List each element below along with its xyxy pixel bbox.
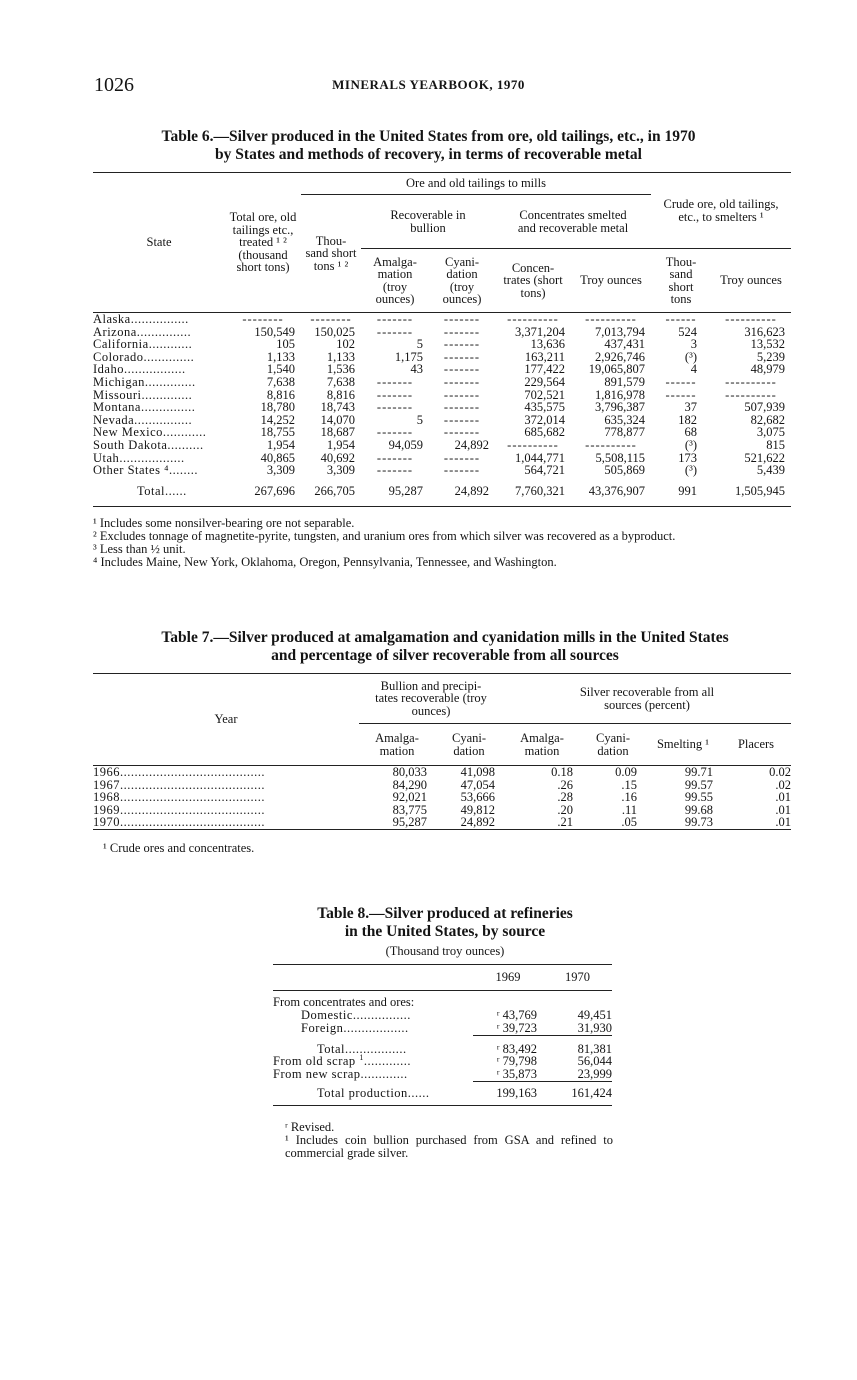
- table8-label-total: Total.................: [317, 1041, 407, 1056]
- table6-header-bullion-group: Recoverable in bullion: [361, 195, 495, 249]
- dot-leader: ..........: [167, 437, 204, 452]
- table6-cell: 1,133: [326, 349, 355, 364]
- dot-leader: ............: [148, 337, 193, 352]
- table6-cell: 150,025: [314, 324, 355, 339]
- table7-cell: 95,287: [392, 815, 427, 830]
- table6-cell: 991: [678, 484, 697, 499]
- table6-cell: 48,979: [750, 362, 785, 377]
- table6-cell: (³): [684, 349, 697, 364]
- table8-subtitle: (Thousand troy ounces): [385, 944, 505, 958]
- table6-cell: 24,892: [454, 437, 489, 452]
- table6-cell: -------: [443, 337, 481, 352]
- table6-header-cyanidation: Cyani- dation (troy ounces): [442, 254, 482, 306]
- table6-cell: 8,816: [266, 387, 295, 402]
- table8-label-total-production: Total production......: [317, 1086, 430, 1100]
- table6-cell: 7,013,794: [595, 324, 645, 339]
- dot-leader: ................: [130, 312, 189, 326]
- table7-cell: 0.09: [615, 765, 637, 779]
- table6-total-label: [93, 477, 225, 507]
- table7-cell: .16: [621, 790, 637, 805]
- table8-footnote-1: ¹ Includes coin bullion purchased from GSA and refined to commercial grade silver.: [285, 1133, 613, 1160]
- table8-header-1970: 1970: [565, 970, 590, 985]
- table8-old-scrap-1970: 56,044: [577, 1054, 612, 1068]
- table6-cell: 435,575: [524, 400, 565, 415]
- table8-footnotes: [273, 1121, 613, 1160]
- table7-cell: 47,054: [460, 777, 495, 792]
- table6-header-concentrates-group: Concentrates smelted and recoverable metal: [495, 195, 651, 249]
- table-row: [273, 1055, 612, 1068]
- table6-header-crude-troy-ounces: Troy ounces: [720, 273, 782, 288]
- dot-leader: ................: [134, 412, 193, 427]
- table7-cell: 92,021: [392, 790, 427, 805]
- table6-cell: (³): [684, 463, 697, 478]
- table-row: [93, 376, 791, 389]
- table6-cell: 105: [276, 337, 295, 352]
- row-label-text: Idaho: [93, 362, 124, 377]
- table7-header-year: Year: [214, 712, 238, 727]
- running-head: MINERALS YEARBOOK, 1970: [332, 77, 525, 92]
- table6-cell: ----------: [507, 312, 559, 326]
- table6-cell: 18,780: [260, 400, 295, 415]
- table6-cell: 267,696: [254, 484, 295, 499]
- table6-footnotes: [93, 517, 793, 569]
- table8-title: [255, 905, 635, 941]
- table6-cell: ----------: [725, 312, 777, 326]
- table-row: [93, 439, 791, 452]
- table6-cell: 43: [410, 362, 423, 377]
- table8-footnote-revised: ʳ Revised.: [285, 1120, 335, 1134]
- table6-cell: -------: [376, 450, 414, 465]
- table8-foreign-1970: 31,930: [543, 1021, 612, 1035]
- table6-cell: 7,638: [326, 374, 355, 389]
- table6-cell: 95,287: [388, 484, 423, 499]
- table7-title: [60, 629, 830, 665]
- table6-header-total: Total ore, old tailings etc., treated ¹ ² (thousand short tons): [229, 210, 297, 275]
- table6-cell: 94,059: [388, 437, 423, 452]
- row-label-text: Utah: [93, 450, 120, 465]
- table6-cell: 82,682: [750, 412, 785, 427]
- table7-cell: .20: [557, 802, 573, 817]
- table6-header-state: State: [146, 235, 172, 250]
- row-label-text: Montana: [93, 400, 141, 415]
- table8: [273, 964, 612, 1106]
- table-row: [93, 464, 791, 477]
- table7-cell: 0.02: [769, 765, 791, 779]
- table6-body: [93, 313, 791, 507]
- table6-cell: -------: [443, 349, 481, 364]
- table8-total-production-1970: 161,424: [571, 1086, 612, 1101]
- table6-cell: -------: [443, 312, 481, 326]
- table7-cell: 24,892: [460, 815, 495, 830]
- dot-leader: ........................................: [120, 777, 265, 792]
- row-label-text: Nevada: [93, 412, 135, 427]
- table7-cell: 99.57: [684, 777, 713, 792]
- table6-cell: 1,133: [266, 349, 295, 364]
- row-label-text: Colorado: [93, 349, 144, 364]
- table6-cell: 7,638: [266, 374, 295, 389]
- dot-leader: ........: [168, 463, 198, 478]
- table6-cell: 505,869: [604, 463, 645, 478]
- table7-cell: 53,666: [460, 790, 495, 805]
- table6-cell: -------: [443, 463, 481, 478]
- table-row: [93, 313, 791, 326]
- table6-cell: 182: [678, 412, 697, 427]
- table7-cell: .15: [621, 777, 637, 792]
- row-label-text: California: [93, 337, 149, 352]
- table6-cell: 3,309: [326, 463, 355, 478]
- table7-header-cyanidation: Cyani- dation: [451, 731, 487, 758]
- table6-footnote-1: ¹ Includes some nonsilver-bearing ore not separable.: [93, 516, 355, 530]
- table6-cell: -------: [443, 425, 481, 440]
- table6-cell: -------: [443, 412, 481, 427]
- table7-header-bullion-group: Bullion and precipi- tates recoverable (troy ounces): [359, 674, 503, 724]
- table6-cell: 1,954: [326, 437, 355, 452]
- table6-cell: 635,324: [604, 412, 645, 427]
- dot-leader: ...............: [136, 324, 192, 339]
- table6-cell: 1,505,945: [735, 484, 785, 499]
- table7-footnote-1: ¹ Crude ores and concentrates.: [103, 841, 255, 855]
- table6-cell: 14,070: [320, 412, 355, 427]
- row-label-text: Arizona: [93, 324, 137, 339]
- table6-cell: 5: [416, 412, 423, 427]
- table6-cell: 13,636: [530, 337, 565, 352]
- table6-cell: -------: [443, 362, 481, 377]
- table7-header-smelting: Smelting ¹: [656, 737, 709, 752]
- table8-title-line2: in the United States, by source: [344, 923, 546, 940]
- dot-leader: ..............: [141, 387, 193, 402]
- table7-cell: .02: [775, 777, 791, 792]
- table6-cell: ----------: [725, 374, 777, 389]
- table6-cell: ------: [665, 312, 697, 326]
- table8-header-1969: 1969: [495, 970, 521, 985]
- table6-cell: 18,743: [320, 400, 355, 415]
- table6-cell: -------: [376, 312, 414, 326]
- table6-cell: 40,865: [260, 450, 295, 465]
- row-label-text: Michigan: [93, 374, 145, 389]
- table8-label-new-scrap: From new scrap.............: [273, 1067, 408, 1082]
- dot-leader: ........................................: [120, 790, 265, 805]
- table6-cell: -------: [443, 450, 481, 465]
- table6-cell: 3,371,204: [515, 324, 565, 339]
- table6-cell: 815: [766, 437, 785, 452]
- table8-label-foreign: Foreign..................: [301, 1020, 409, 1035]
- table7-year: [93, 816, 359, 829]
- table8-domestic-1970: 49,451: [577, 1007, 612, 1022]
- table6-cell: 8,816: [326, 387, 355, 402]
- table7-cell: 41,098: [460, 765, 495, 779]
- table6-cell: 702,521: [524, 387, 565, 402]
- table6: [93, 172, 791, 507]
- table6-cell: 778,877: [604, 425, 645, 440]
- table7-cell: .01: [775, 790, 791, 805]
- table8-old-scrap-1969: ʳ 79,798: [496, 1054, 537, 1068]
- table6-cell: 229,564: [524, 374, 565, 389]
- table8-total-1970: 81,381: [577, 1041, 612, 1056]
- table7-cell: .11: [621, 802, 637, 817]
- table6-cell: 5,508,115: [595, 450, 645, 465]
- row-label-text: 1967: [93, 777, 120, 792]
- table7: [93, 673, 791, 830]
- table6-cell: 891,579: [604, 374, 645, 389]
- table6-title-line1: Table 6.—Silver produced in the United States from ore, old tailings, etc., in 1970: [161, 128, 696, 145]
- row-label-text: 1966: [93, 765, 120, 779]
- table6-header-troy-ounces: Troy ounces: [580, 273, 642, 288]
- table6-cell: ----------: [585, 312, 637, 326]
- table8-new-scrap-1970: 23,999: [543, 1068, 612, 1082]
- dot-leader: ........................................: [120, 802, 265, 817]
- table7-header-placers: Placers: [737, 737, 775, 752]
- dot-leader: ............: [162, 425, 207, 440]
- dot-leader: ..................: [119, 450, 185, 465]
- table6-footnote-3: ³ Less than ½ unit.: [93, 542, 186, 556]
- table6-cell: -------: [443, 374, 481, 389]
- table6-cell: ----------: [725, 387, 777, 402]
- table7-cell: 99.71: [684, 765, 713, 779]
- table6-cell: 1,536: [326, 362, 355, 377]
- table6-footnote-2: ² Excludes tonnage of magnetite-pyrite, tungsten, and uranium ores from which silver was recovered as a byproduct.: [93, 529, 676, 543]
- table6-cell: 7,760,321: [515, 484, 565, 499]
- dot-leader: ......: [165, 484, 187, 499]
- table-row: [273, 1082, 612, 1106]
- table-row: [273, 1068, 612, 1082]
- table6-cell: -------: [376, 324, 414, 339]
- table7-cell: 80,033: [392, 765, 427, 779]
- table6-cell: 150,549: [254, 324, 295, 339]
- table7-body: [93, 766, 791, 830]
- table6-cell: 3,075: [756, 425, 785, 440]
- table6-cell: 68: [684, 425, 697, 440]
- table6-cell: 3: [690, 337, 697, 352]
- table7-cell: 0.18: [551, 765, 573, 779]
- table-row: [93, 401, 791, 414]
- table6-cell: 5: [416, 337, 423, 352]
- table7-header-percent-group: Silver recoverable from all sources (percent): [503, 674, 791, 724]
- table-row: [93, 338, 791, 351]
- table6-cell: ------: [665, 387, 697, 402]
- row-label-text: South Dakota: [93, 437, 168, 452]
- row-label-text: Missouri: [93, 387, 142, 402]
- table6-cell: -------: [443, 400, 481, 415]
- row-label-text: 1968: [93, 790, 120, 805]
- dot-leader: ........................................: [120, 815, 265, 830]
- table6-footnote-4: ⁴ Includes Maine, New York, Oklahoma, Oregon, Pennsylvania, Tennessee, and Washington.: [93, 555, 557, 569]
- table6-header-thousand-tons: Thou- sand short tons ¹ ²: [305, 233, 357, 273]
- row-label-text: 1969: [93, 802, 120, 817]
- table6-cell: -------: [376, 425, 414, 440]
- table6-cell: 163,211: [524, 349, 565, 364]
- table8-title-line1: Table 8.—Silver produced at refineries: [317, 905, 573, 922]
- table6-cell: 1,540: [266, 362, 295, 377]
- table6-cell: 19,065,807: [588, 362, 645, 377]
- table8-label-old-scrap: From old scrap $^1$.............: [273, 1052, 411, 1068]
- table7-cell: .26: [557, 777, 573, 792]
- table6-cell: 437,431: [604, 337, 645, 352]
- table6-cell: 507,939: [744, 400, 785, 415]
- table6-header-amalgamation: Amalga- mation (troy ounces): [373, 254, 417, 306]
- table7-cell: .28: [557, 790, 573, 805]
- table7-cell: .01: [775, 802, 791, 817]
- row-label-text: Alaska: [93, 312, 131, 326]
- dot-leader: ..............: [144, 374, 196, 389]
- table6-cell: 37: [684, 400, 697, 415]
- table7-cell: 99.73: [684, 815, 713, 830]
- table-row: [93, 351, 791, 364]
- table6-cell: ----------: [507, 437, 559, 452]
- table6-header-ore-group: Ore and old tailings to mills: [301, 173, 651, 195]
- table-row: [273, 1009, 612, 1022]
- table7-cell: .05: [621, 815, 637, 830]
- table6-cell: --------: [310, 312, 352, 326]
- row-label-text: Total: [137, 484, 166, 499]
- dot-leader: ...............: [140, 400, 196, 415]
- table6-cell: -------: [376, 463, 414, 478]
- table6-cell: 18,755: [260, 425, 295, 440]
- table6-cell: 521,622: [744, 450, 785, 465]
- row-label-text: 1970: [93, 815, 120, 830]
- table-row: [273, 1035, 612, 1055]
- table6-cell: -------: [376, 400, 414, 415]
- table7-header-cyanidation-pct: Cyani- dation: [595, 731, 631, 758]
- table6-cell: 5,239: [756, 349, 785, 364]
- table8-total-production-1969: 199,163: [496, 1086, 537, 1101]
- table6-cell: 2,926,746: [595, 349, 645, 364]
- table7-cell: .21: [557, 815, 573, 830]
- table7-cell: .01: [775, 815, 791, 830]
- table8-label-domestic: Domestic................: [301, 1007, 411, 1022]
- table6-header-concentrates: Concen- trates (short tons): [503, 260, 563, 300]
- table6-cell: 24,892: [454, 484, 489, 499]
- table7-cell: 99.68: [684, 802, 713, 817]
- table6-header-crude-group: Crude ore, old tailings, etc., to smelters ¹: [651, 173, 791, 249]
- table7-title-line2: and percentage of silver recoverable from all sources: [271, 647, 619, 664]
- table-row: [93, 326, 791, 339]
- table6-cell: 1,175: [394, 349, 423, 364]
- table6-cell: 40,692: [320, 450, 355, 465]
- table7-cell: 49,812: [460, 802, 495, 817]
- table6-cell: 3,796,387: [595, 400, 645, 415]
- table7-cell: 99.55: [684, 790, 713, 805]
- table8-total-1969: ʳ 83,492: [496, 1041, 537, 1056]
- table8-foreign-1969: ʳ 39,723: [473, 1021, 543, 1035]
- row-label-text: Other States ⁴: [93, 463, 169, 478]
- dot-leader: ........................................: [120, 765, 265, 779]
- table6-title-line2: by States and methods of recovery, in terms of recoverable metal: [215, 146, 642, 163]
- table6-cell: 3,309: [266, 463, 295, 478]
- page-number: 1026: [94, 74, 134, 96]
- table6-state-name: [93, 464, 225, 477]
- dot-leader: .................: [123, 362, 186, 377]
- table-row: [93, 816, 791, 829]
- table6-title: [60, 128, 797, 164]
- table6-cell: 43,376,907: [588, 484, 645, 499]
- table8-group-label: From concentrates and ores:: [273, 995, 415, 1009]
- table6-cell: --------: [242, 312, 284, 326]
- table6-cell: -------: [376, 374, 414, 389]
- table6-cell: ------: [665, 374, 697, 389]
- table6-cell: 685,682: [524, 425, 565, 440]
- table6-cell: 14,252: [260, 412, 295, 427]
- table6-cell: 4: [690, 362, 697, 377]
- table7-title-line1: Table 7.—Silver produced at amalgamation and cyanidation mills in the United States: [161, 629, 729, 646]
- table6-cell: 102: [336, 337, 355, 352]
- table6-total-row: [93, 477, 791, 507]
- table6-cell: -------: [376, 387, 414, 402]
- dot-leader: ..............: [143, 349, 195, 364]
- table6-cell: 173: [678, 450, 697, 465]
- table6-cell: 1,954: [266, 437, 295, 452]
- table6-cell: 524: [678, 324, 697, 339]
- table6-cell: 316,623: [744, 324, 785, 339]
- table6-cell: -------: [443, 387, 481, 402]
- table6-cell: 1,044,771: [515, 450, 565, 465]
- table6-cell: 18,687: [320, 425, 355, 440]
- table6-cell: 266,705: [314, 484, 355, 499]
- table6-cell: 5,439: [756, 463, 785, 478]
- table7-cell: 84,290: [392, 777, 427, 792]
- table7-cell: 83,775: [392, 802, 427, 817]
- table8-new-scrap-1969: ʳ 35,873: [473, 1068, 543, 1082]
- table6-cell: 372,014: [524, 412, 565, 427]
- table6-cell: ----------: [585, 437, 637, 452]
- table6-cell: 1,816,978: [595, 387, 645, 402]
- table6-cell: 177,422: [524, 362, 565, 377]
- table6-header-crude-thousand-tons: Thou- sand short tons: [665, 254, 697, 306]
- row-label-text: New Mexico: [93, 425, 163, 440]
- table6-cell: -------: [443, 324, 481, 339]
- table7-header-amalgamation: Amalga- mation: [375, 731, 419, 758]
- table-row: [273, 1021, 612, 1035]
- table6-cell: (³): [684, 437, 697, 452]
- table8-domestic-1969: ʳ 43,769: [496, 1007, 537, 1022]
- table6-cell: 13,532: [750, 337, 785, 352]
- table7-header-amalgamation-pct: Amalga- mation: [520, 731, 564, 758]
- table6-cell: 564,721: [524, 463, 565, 478]
